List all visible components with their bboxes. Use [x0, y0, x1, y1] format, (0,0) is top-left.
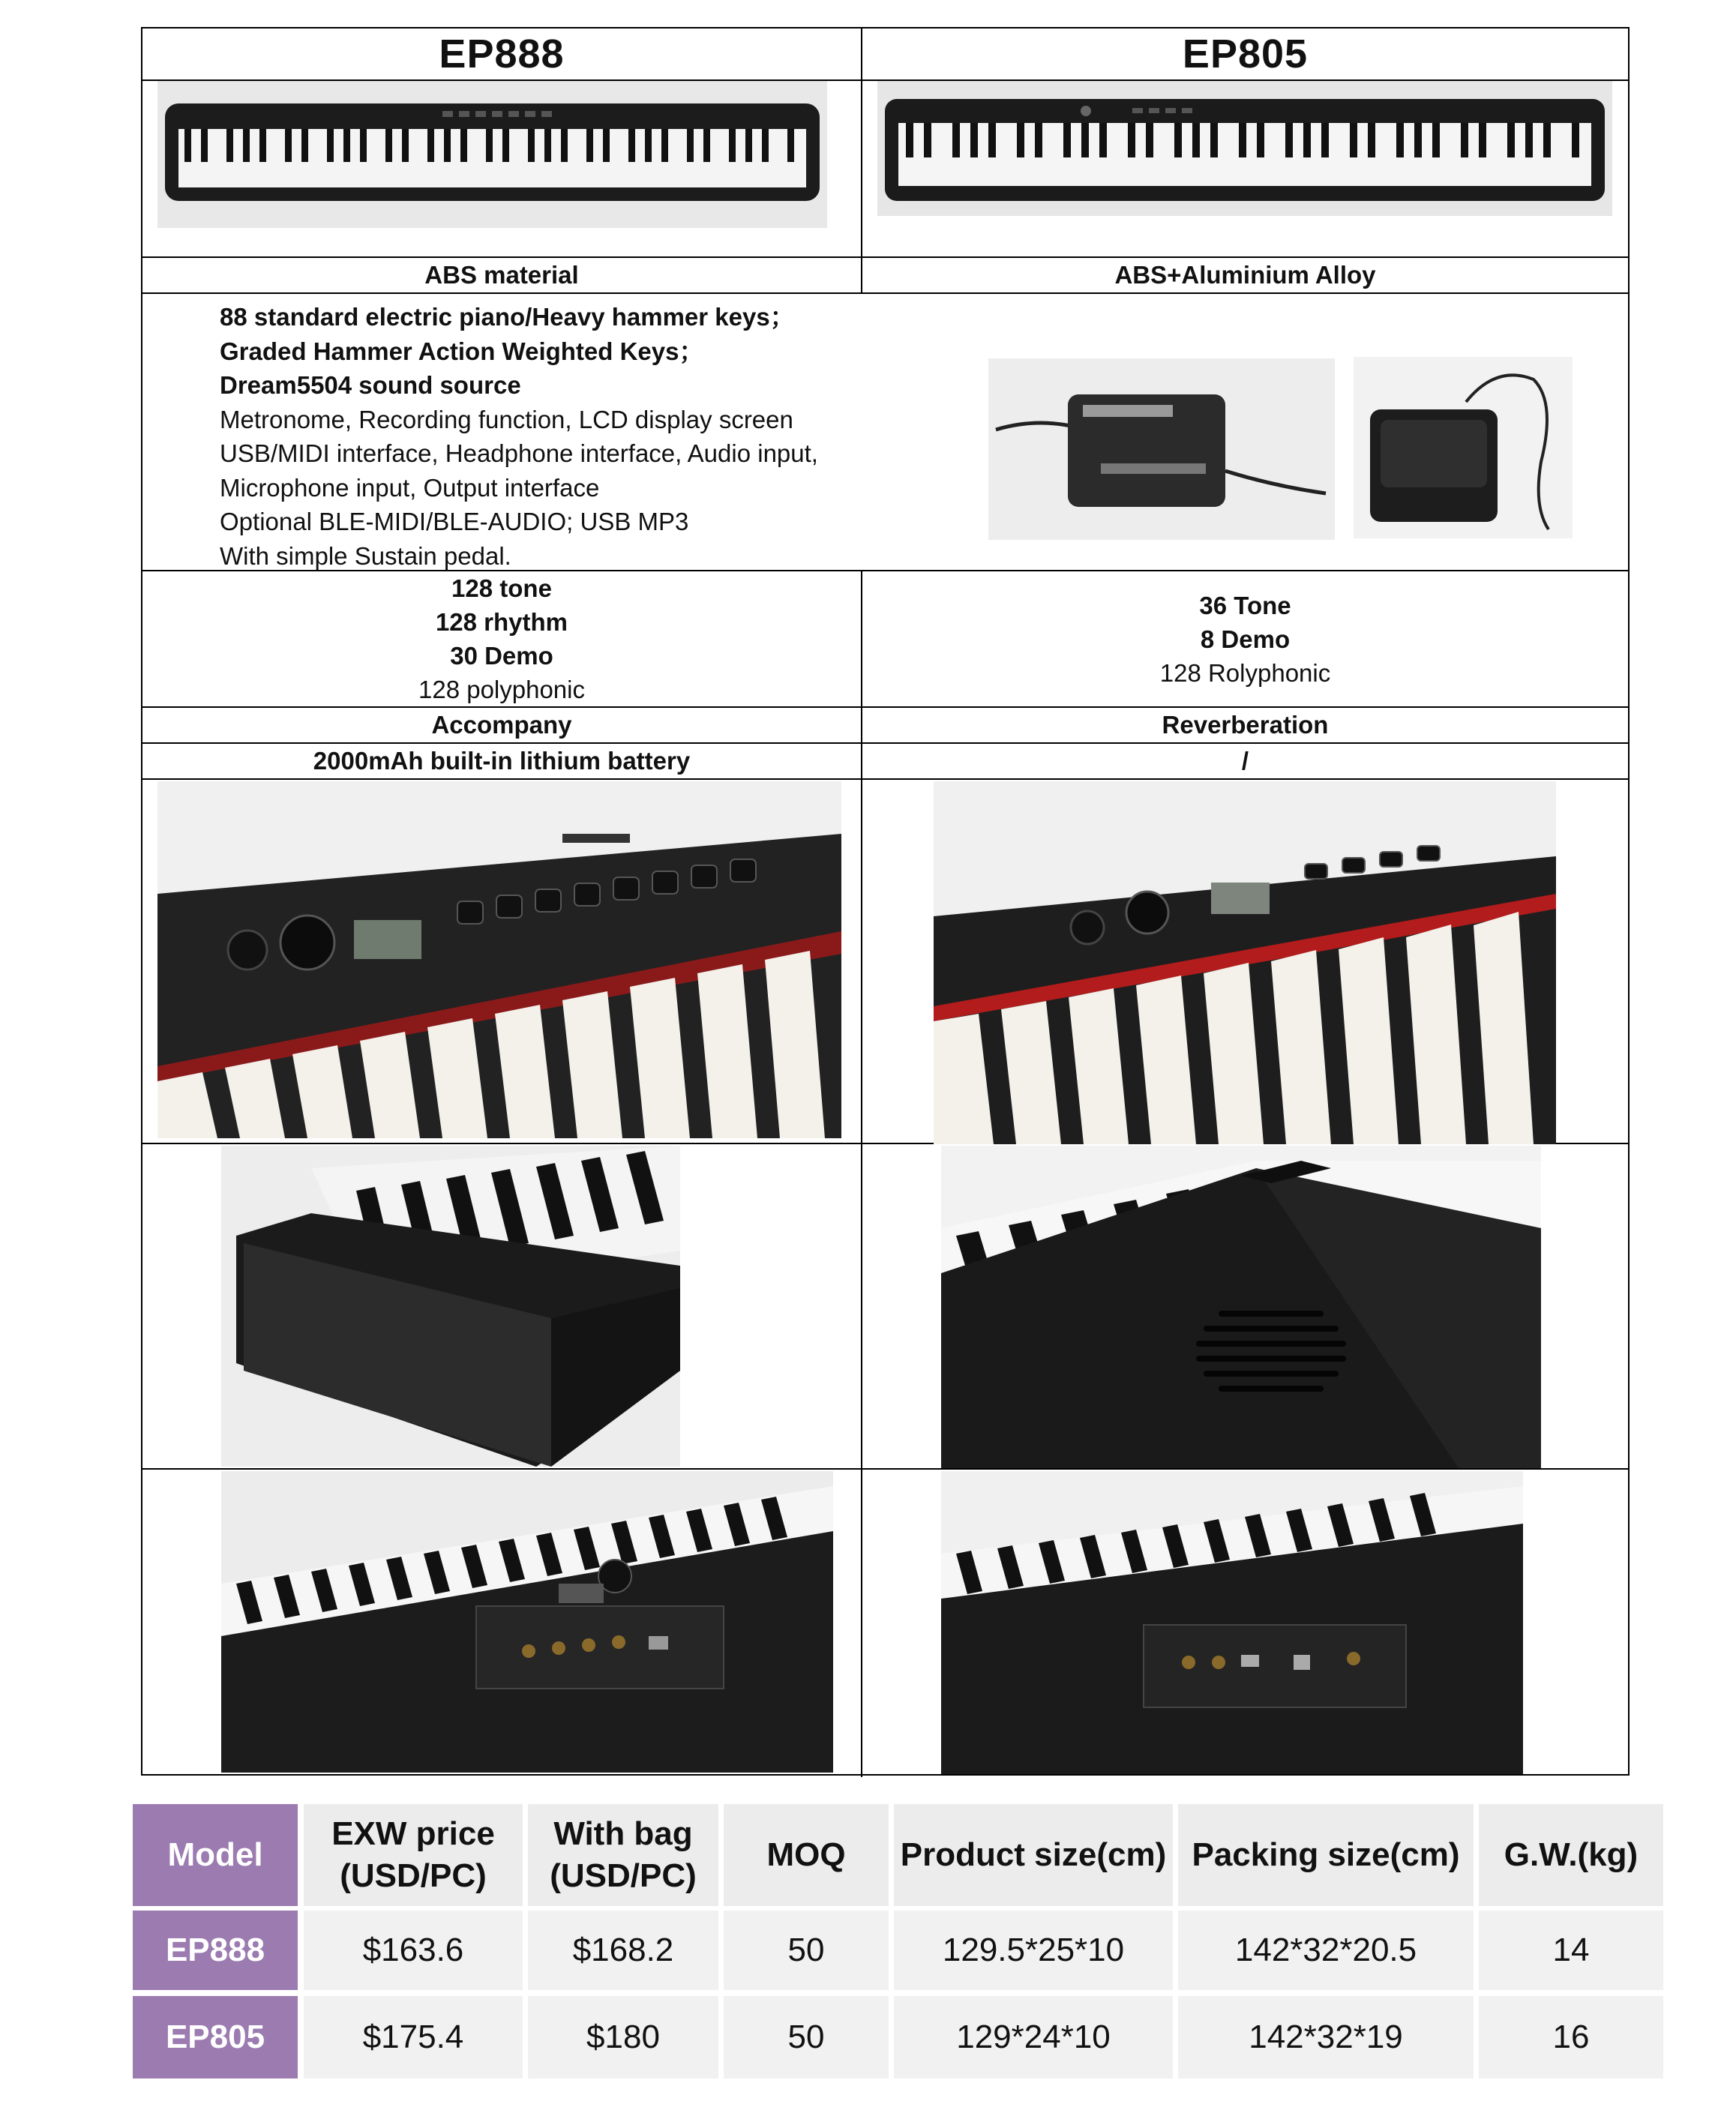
ep805-keyboard-photo — [877, 81, 1612, 216]
price-header-row — [133, 1804, 1663, 1906]
feature-line: Metronome, Recording function, LCD display screen — [220, 405, 793, 433]
row-product-size — [894, 1911, 1173, 1990]
ep805-material: ABS+Aluminium Alloy — [1114, 261, 1376, 289]
header-product-size — [894, 1804, 1173, 1906]
ep888-keyboard-photo — [157, 81, 827, 228]
material-row — [142, 258, 1628, 294]
row-with-bag — [528, 1911, 718, 1990]
header-with-bag — [528, 1804, 718, 1906]
rear-photo-row — [142, 1470, 1628, 1777]
row-exw-price-text: $163.6 — [362, 1932, 464, 1968]
ep888-panel-cell — [142, 780, 862, 1143]
ep888-rhythm-count: 128 rhythm — [435, 608, 568, 636]
tones-row — [142, 571, 1628, 708]
ep888-material-cell — [142, 258, 862, 292]
ep805-polyphony: 128 Rolyphonic — [1159, 658, 1331, 687]
ep888-tones-cell — [142, 571, 862, 706]
ep888-rear-cell — [142, 1470, 862, 1777]
ep805-tone-count: 36 Tone — [1199, 591, 1291, 619]
feature-line: Optional BLE-MIDI/BLE-AUDIO; USB MP3 — [220, 508, 689, 535]
keyboard-photo-row — [142, 81, 1628, 258]
features-row — [142, 294, 1628, 571]
row-gross-weight — [1479, 1996, 1663, 2079]
ep805-rear-cell — [862, 1470, 1628, 1777]
header-packing-size — [1178, 1804, 1474, 1906]
row-gross-weight-text: 14 — [1552, 1932, 1590, 1968]
header-product-size-text: Product size(cm) — [900, 1836, 1167, 1873]
row-exw-price — [304, 1911, 523, 1990]
ep888-side-cell — [142, 1144, 862, 1468]
ep805-speaker-side-photo — [941, 1146, 1541, 1468]
ep805-side-cell — [862, 1144, 1628, 1468]
ep805-battery: / — [1241, 747, 1249, 775]
ep805-extra-cell — [862, 708, 1628, 742]
panel-photo-row — [142, 780, 1628, 1144]
power-adapter-photo — [988, 358, 1335, 540]
header-moq — [724, 1804, 889, 1906]
row-gross-weight-text: 16 — [1552, 2019, 1590, 2055]
ep888-feature-list — [220, 300, 818, 573]
ep888-material: ABS material — [424, 261, 579, 289]
header-moq-text: MOQ — [766, 1836, 846, 1873]
row-with-bag — [528, 1996, 718, 2079]
row-model — [133, 1911, 298, 1990]
feature-line: Graded Hammer Action Weighted Keys； — [220, 337, 704, 365]
ep888-demo-count: 30 Demo — [450, 642, 553, 670]
row-with-bag-text: $168.2 — [572, 1932, 674, 1968]
ep888-side-photo — [221, 1146, 680, 1467]
row-with-bag-text: $180 — [586, 2019, 660, 2055]
price-row-ep805 — [133, 1996, 1663, 2079]
ep888-battery-cell — [142, 744, 862, 778]
ep888-polyphony: 128 polyphonic — [418, 676, 585, 703]
price-row-ep888 — [133, 1911, 1663, 1990]
row-product-size-text: 129.5*25*10 — [942, 1932, 1125, 1968]
row-moq-text: 50 — [787, 2019, 825, 2055]
row-exw-price-text: $175.4 — [362, 2019, 464, 2055]
comparison-table — [141, 27, 1630, 1776]
row-model-text: EP888 — [165, 1932, 265, 1968]
model-title-ep888-text: EP888 — [439, 31, 565, 76]
feature-line: With simple Sustain pedal. — [220, 541, 511, 570]
ep888-control-panel-photo — [157, 781, 841, 1138]
ep888-battery: 2000mAh built-in lithium battery — [313, 747, 691, 775]
row-moq — [724, 1996, 889, 2079]
header-gross-weight-text: G.W.(kg) — [1504, 1836, 1639, 1873]
header-exw-price-text: EXW price (USD/PC) — [331, 1815, 495, 1894]
row-moq-text: 50 — [787, 1932, 825, 1968]
row-packing-size — [1178, 1911, 1474, 1990]
row-product-size-text: 129*24*10 — [956, 2019, 1111, 2055]
ep888-extra-feature: Accompany — [431, 711, 572, 739]
row-packing-size — [1178, 1996, 1474, 2079]
ep888-tone-count: 128 tone — [451, 574, 552, 602]
battery-row — [142, 744, 1628, 780]
ep805-control-panel-photo — [934, 781, 1556, 1144]
row-product-size — [894, 1996, 1173, 2079]
header-model-text: Model — [167, 1836, 263, 1873]
row-exw-price — [304, 1996, 523, 2079]
sustain-pedal-photo — [1354, 357, 1573, 538]
feature-line: 88 standard electric piano/Heavy hammer keys； — [220, 303, 795, 331]
row-gross-weight — [1479, 1911, 1663, 1990]
header-exw-price — [304, 1804, 523, 1906]
ep805-panel-cell — [862, 780, 1628, 1143]
row-moq — [724, 1911, 889, 1990]
row-model — [133, 1996, 298, 2079]
header-with-bag-text: With bag (USD/PC) — [550, 1815, 697, 1894]
header-packing-size-text: Packing size(cm) — [1192, 1836, 1460, 1873]
header-model — [133, 1804, 298, 1906]
model-title-ep805 — [862, 28, 1628, 79]
side-photo-row — [142, 1144, 1628, 1470]
feature-line: USB/MIDI interface, Headphone interface, Audio input, — [220, 439, 818, 467]
ep805-demo-count: 8 Demo — [1200, 625, 1291, 653]
ep805-rear-ports-photo — [941, 1471, 1523, 1774]
row-packing-size-text: 142*32*20.5 — [1234, 1932, 1417, 1968]
ep805-tones-cell — [862, 571, 1628, 706]
extra-feature-row — [142, 708, 1628, 744]
model-title-ep805-text: EP805 — [1182, 31, 1309, 76]
model-title-row — [142, 28, 1628, 81]
feature-line: Microphone input, Output interface — [220, 473, 600, 502]
row-model-text: EP805 — [165, 2019, 265, 2055]
ep805-photo-cell — [862, 81, 1628, 256]
row-packing-size-text: 142*32*19 — [1249, 2019, 1403, 2055]
ep888-extra-cell — [142, 708, 862, 742]
ep888-photo-cell — [142, 81, 862, 256]
header-gross-weight — [1479, 1804, 1663, 1906]
model-title-ep888 — [142, 28, 862, 79]
feature-line: Dream5504 sound source — [220, 371, 521, 399]
ep805-material-cell — [862, 258, 1628, 292]
ep888-rear-ports-photo — [221, 1471, 833, 1773]
ep805-extra-feature: Reverberation — [1162, 711, 1329, 739]
ep805-battery-cell — [862, 744, 1628, 778]
